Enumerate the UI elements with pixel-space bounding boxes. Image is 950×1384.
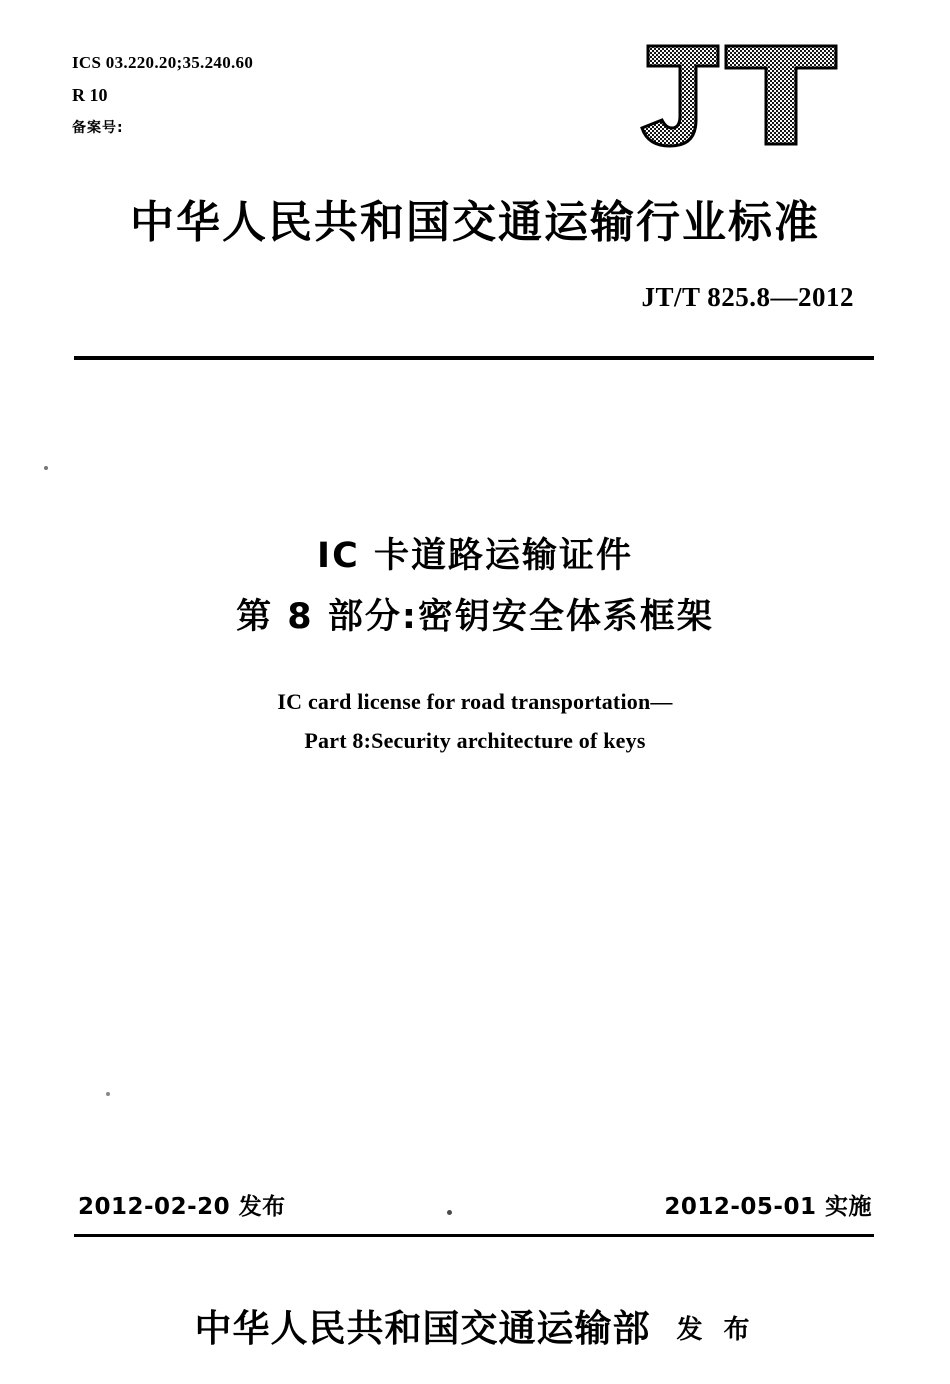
classification-code: R 10 xyxy=(72,85,108,106)
jt-emblem-icon xyxy=(640,42,840,162)
divider-top xyxy=(74,356,874,360)
effective-date: 2012-05-01 实施 xyxy=(664,1194,872,1220)
title-en-block xyxy=(0,683,950,760)
standard-series-title: 中华人民共和国交通运输行业标准 xyxy=(130,197,820,248)
issue-date: 2012-02-20 发布 xyxy=(78,1194,286,1220)
scan-artifact-dot xyxy=(447,1210,452,1215)
ics-code: ICS 03.220.20;35.240.60 xyxy=(72,53,254,72)
title-en-line1: IC card license for road transportation— xyxy=(277,689,673,714)
scan-artifact-dot xyxy=(106,1092,110,1096)
publisher-name: 中华人民共和国交通运输部 xyxy=(194,1307,651,1350)
ics-header-block xyxy=(72,50,253,140)
title-en-line2: Part 8:Security architecture of keys xyxy=(304,727,646,753)
publisher-verb: 发 布 xyxy=(676,1315,756,1345)
publisher-block xyxy=(0,1298,950,1352)
divider-bottom xyxy=(74,1234,874,1237)
standard-number: JT/T 825.8—2012 xyxy=(641,282,854,312)
title-cn-line1: IC 卡道路运输证件 xyxy=(317,536,633,576)
title-cn-line2: 第 8 部分:密钥安全体系框架 xyxy=(236,596,714,637)
record-number-label: 备案号: xyxy=(72,120,124,137)
document-title-block xyxy=(0,530,950,760)
scan-artifact-dot xyxy=(44,466,48,470)
